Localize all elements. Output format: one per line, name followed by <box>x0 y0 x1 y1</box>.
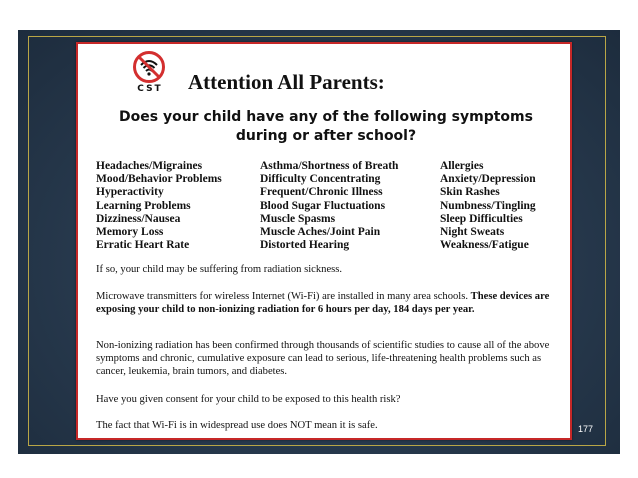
question-heading: Does your child have any of the following symptoms during or after school? <box>119 109 533 144</box>
symptom-item: Weakness/Fatigue <box>440 239 529 252</box>
symptom-item: Skin Rashes <box>440 186 500 199</box>
paragraph-safety: The fact that Wi-Fi is in widespread use does NOT mean it is safe. <box>96 420 378 431</box>
symptom-item: Anxiety/Depression <box>440 173 536 186</box>
symptom-item: Night Sweats <box>440 225 505 238</box>
symptoms-column-2 <box>260 160 398 252</box>
symptom-item: Allergies <box>440 160 484 172</box>
symptom-item: Muscle Spasms <box>260 212 336 225</box>
symptom-item: Dizziness/Nausea <box>96 212 181 225</box>
symptom-item: Memory Loss <box>96 225 164 238</box>
symptoms-column-1 <box>96 160 222 252</box>
symptom-item: Hyperactivity <box>96 186 164 199</box>
paragraph-wifi-transmitters <box>96 291 556 317</box>
paragraph-wifi-text: Microwave transmitters for wireless Internet (Wi-Fi) are installed in many area schools. <box>96 291 468 302</box>
symptoms-column-3 <box>440 160 536 252</box>
flyer-card <box>76 42 572 440</box>
symptom-item: Difficulty Concentrating <box>260 173 381 186</box>
symptom-item: Blood Sugar Fluctuations <box>260 199 386 212</box>
paragraph-consent: Have you given consent for your child to be exposed to this health risk? <box>96 394 401 405</box>
cst-logo <box>130 50 170 100</box>
symptom-item: Asthma/Shortness of Breath <box>260 160 399 172</box>
symptom-item: Numbness/Tingling <box>440 199 536 212</box>
symptom-item: Headaches/Migraines <box>96 160 203 172</box>
paragraph-wifi-bold-text: These devices are exposing your child to non-ionizing radiation for 6 hours per day, 184 days per year. <box>96 291 550 315</box>
symptoms-list <box>96 160 566 256</box>
paragraph-radiation-sickness: If so, your child may be suffering from radiation sickness. <box>96 264 343 275</box>
page-number: 177 <box>578 424 594 434</box>
page-title: Attention All Parents: <box>188 70 385 94</box>
paragraph-studies: Non-ionizing radiation has been confirmed through thousands of scientific studies to cause all of the above symptoms and chronic, cumulative exposure can lead to serious, life-threatening health problems such as cancer, leukemia, brain tumors, and diabetes. <box>96 340 550 377</box>
symptom-item: Erratic Heart Rate <box>96 239 190 252</box>
symptom-item: Learning Problems <box>96 199 191 212</box>
symptom-item: Distorted Hearing <box>260 239 350 252</box>
symptom-item: Muscle Aches/Joint Pain <box>260 225 381 238</box>
logo-text: CST <box>137 84 163 94</box>
symptom-item: Frequent/Chronic Illness <box>260 186 383 199</box>
symptom-item: Mood/Behavior Problems <box>96 173 222 186</box>
no-wifi-icon <box>132 50 166 84</box>
symptom-item: Sleep Difficulties <box>440 212 523 225</box>
